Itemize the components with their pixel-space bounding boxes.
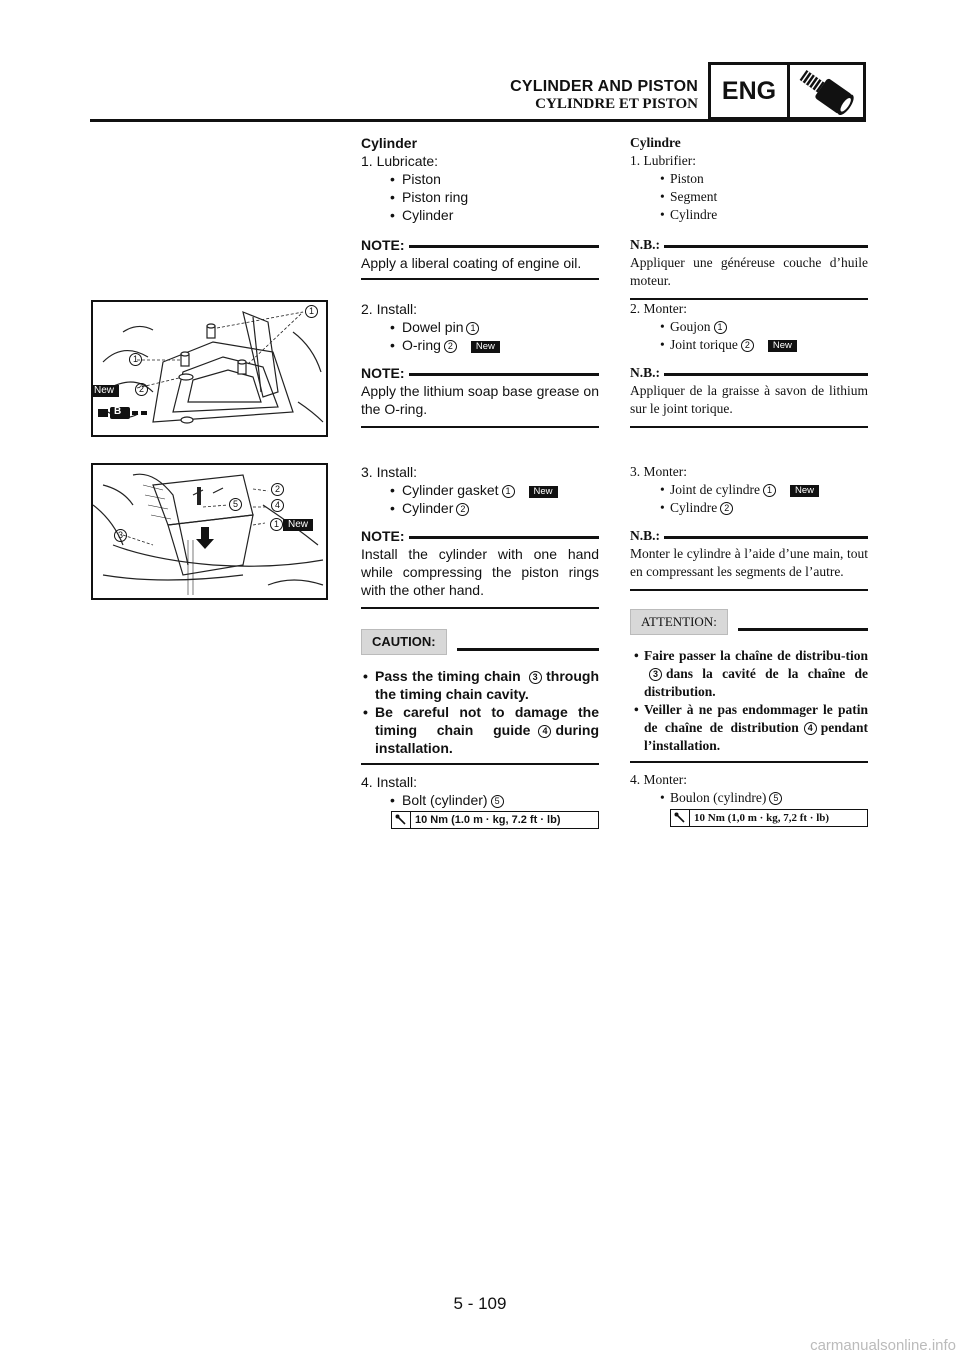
grease-label: B bbox=[114, 406, 122, 417]
french-step-3 bbox=[630, 463, 868, 827]
english-step-3 bbox=[361, 463, 599, 829]
note-end-rule bbox=[361, 426, 599, 428]
figure-cylinder-install bbox=[91, 463, 328, 600]
section-tag-box bbox=[708, 62, 866, 120]
caution-body-fr bbox=[630, 647, 868, 755]
new-tag: New bbox=[471, 341, 500, 353]
note-label: N.B.: bbox=[630, 528, 660, 543]
list-item: • Piston bbox=[361, 170, 599, 188]
page-number: 5 - 109 bbox=[453, 1294, 507, 1313]
callout-1: 1 bbox=[129, 353, 142, 366]
section-title-en: CYLINDER AND PISTON bbox=[510, 78, 698, 95]
caution-body-en bbox=[361, 667, 599, 757]
heading-fr: Cylindre bbox=[630, 135, 681, 150]
list-item: • Pass the timing chain 3 through the timing chain cavity. bbox=[361, 667, 599, 703]
note-label: N.B.: bbox=[630, 237, 660, 252]
note-header bbox=[361, 364, 599, 382]
callout-1: 1 bbox=[466, 322, 479, 335]
step-2-fr: 2. Monter: bbox=[630, 301, 687, 316]
section-tag: ENG bbox=[711, 65, 790, 117]
list-item: • Piston ring bbox=[361, 188, 599, 206]
callout-3: 3 bbox=[529, 671, 542, 684]
note-1-en: Apply a liberal coating of engine oil. bbox=[361, 255, 582, 271]
french-step-2 bbox=[630, 300, 868, 428]
watermark: carmanualsonline.info bbox=[810, 1337, 956, 1354]
callout-1: 1 bbox=[502, 485, 515, 498]
callout-5: 5 bbox=[769, 792, 782, 805]
step-4-fr: 4. Monter: bbox=[630, 772, 687, 787]
step-2-en: 2. Install: bbox=[361, 301, 418, 317]
note-header bbox=[630, 527, 868, 545]
caution-header bbox=[630, 609, 868, 635]
list-item: • Dowel pin 1 bbox=[361, 318, 599, 336]
callout-1: 1 bbox=[270, 518, 283, 531]
note-header bbox=[630, 236, 868, 254]
list-item: • Be careful not to damage the timing chain guide 4 during installation. bbox=[361, 703, 599, 757]
list-item: • Boulon (cylindre) 5 bbox=[630, 789, 868, 807]
list-item: • Joint de cylindre 1 New bbox=[630, 481, 868, 499]
new-tag: New bbox=[790, 485, 819, 497]
note-header bbox=[361, 236, 599, 254]
list-item: • Cylindre bbox=[630, 206, 868, 224]
callout-2: 2 bbox=[444, 340, 457, 353]
callout-3: 3 bbox=[649, 668, 662, 681]
english-column bbox=[361, 134, 599, 280]
callout-5: 5 bbox=[491, 795, 504, 808]
callout-3: 3 bbox=[114, 529, 127, 542]
step-1-en: 1. Lubricate: bbox=[361, 153, 439, 169]
list-item: • Goujon 1 bbox=[630, 318, 868, 336]
note-1-fr: Appliquer une généreuse couche d’huile moteur. bbox=[630, 255, 868, 288]
note-header bbox=[630, 364, 868, 382]
caution-label: CAUTION: bbox=[361, 629, 447, 655]
callout-4: 4 bbox=[271, 499, 284, 512]
callout-1: 1 bbox=[305, 305, 318, 318]
torque-value: 10 Nm (1,0 m · kg, 7,2 ft · lb) bbox=[694, 812, 830, 824]
list-item: • Cylinder gasket 1 New bbox=[361, 481, 599, 499]
step-3-fr: 3. Monter: bbox=[630, 464, 687, 479]
wrench-icon bbox=[392, 812, 411, 828]
note-end-rule bbox=[361, 278, 599, 280]
french-column bbox=[630, 134, 868, 300]
note-label: NOTE: bbox=[361, 365, 405, 381]
torque-spec-fr bbox=[670, 809, 868, 827]
list-item: • Bolt (cylinder) 5 bbox=[361, 791, 599, 809]
torque-value: 10 Nm (1.0 m · kg, 7.2 ft · lb) bbox=[415, 814, 561, 826]
list-item: • Faire passer la chaîne de distribu-tion3 dans la cavité de la chaîne de distribution. bbox=[630, 647, 868, 701]
english-step-2 bbox=[361, 300, 599, 428]
callout-5: 5 bbox=[229, 498, 242, 511]
wrench-icon bbox=[671, 810, 690, 826]
note-3-en: Install the cylinder with one hand while compressing the piston rings with the other hand. bbox=[361, 546, 599, 598]
new-tag: New bbox=[768, 340, 797, 352]
list-item: • Piston bbox=[630, 170, 868, 188]
caution-end-rule bbox=[361, 763, 599, 765]
caution-end-rule bbox=[630, 761, 868, 763]
list-item: • Joint torique 2 New bbox=[630, 336, 868, 354]
figure-dowel-pin-oring bbox=[91, 300, 328, 437]
note-3-fr: Monter le cylindre à l’aide d’une main, tout en compressant les segments de l’autre. bbox=[630, 546, 868, 579]
note-2-en: Apply the lithium soap base grease on the O-ring. bbox=[361, 383, 599, 417]
step-4-en: 4. Install: bbox=[361, 774, 418, 790]
note-label: NOTE: bbox=[361, 237, 405, 253]
step-3-en: 3. Install: bbox=[361, 464, 418, 480]
new-tag: New bbox=[91, 385, 119, 397]
caution-label: ATTENTION: bbox=[630, 609, 728, 635]
note-end-rule bbox=[361, 607, 599, 609]
new-tag: New bbox=[529, 486, 558, 498]
section-title-fr: CYLINDRE ET PISTON bbox=[535, 96, 698, 112]
note-header bbox=[361, 527, 599, 545]
list-item: • Segment bbox=[630, 188, 868, 206]
callout-2: 2 bbox=[456, 503, 469, 516]
callout-4: 4 bbox=[804, 722, 817, 735]
engine-icon bbox=[790, 65, 863, 117]
note-label: NOTE: bbox=[361, 528, 405, 544]
note-2-fr: Appliquer de la graisse à savon de lithium sur le joint torique. bbox=[630, 383, 868, 416]
list-item: • Cylindre 2 bbox=[630, 499, 868, 517]
note-label: N.B.: bbox=[630, 365, 660, 380]
note-end-rule bbox=[630, 589, 868, 591]
callout-2: 2 bbox=[720, 502, 733, 515]
callout-2: 2 bbox=[271, 483, 284, 496]
list-item: • O-ring 2 New bbox=[361, 336, 599, 354]
callout-2: 2 bbox=[741, 339, 754, 352]
list-item: • Cylinder bbox=[361, 206, 599, 224]
caution-header bbox=[361, 629, 599, 655]
grease-icon bbox=[98, 406, 150, 418]
note-end-rule bbox=[630, 426, 868, 428]
callout-2: 2 bbox=[135, 383, 148, 396]
torque-spec-en bbox=[391, 811, 599, 829]
list-item: • Veiller à ne pas endommager le patin de chaîne de distribution 4 pendant l’installation. bbox=[630, 701, 868, 755]
callout-4: 4 bbox=[538, 725, 551, 738]
list-item: • Cylinder 2 bbox=[361, 499, 599, 517]
callout-1: 1 bbox=[714, 321, 727, 334]
callout-1: 1 bbox=[763, 484, 776, 497]
step-1-fr: 1. Lubrifier: bbox=[630, 153, 696, 168]
heading-en: Cylinder bbox=[361, 135, 418, 151]
new-tag: New bbox=[283, 519, 313, 531]
